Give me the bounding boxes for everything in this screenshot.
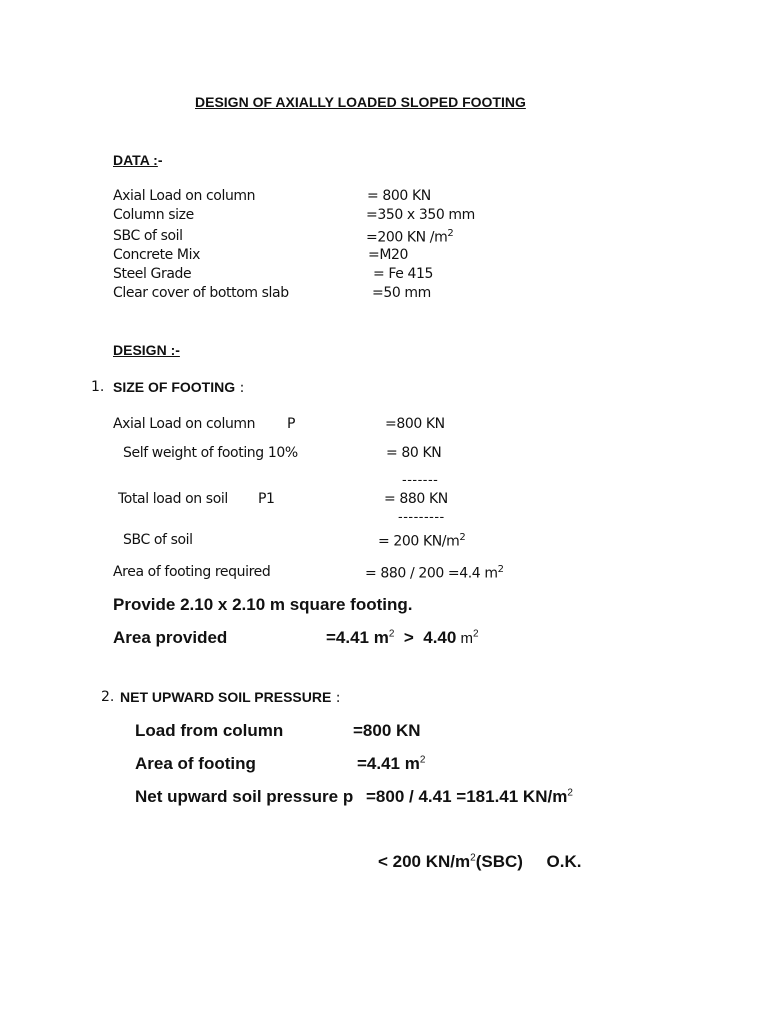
page-title: DESIGN OF AXIALLY LOADED SLOPED FOOTING: [195, 94, 526, 110]
area-required-value: [365, 565, 504, 581]
pressure-check-suffix: (SBC) O.K.: [475, 852, 582, 871]
size-heading: [113, 380, 244, 395]
total-load-value: = 880 KN: [384, 491, 448, 507]
self-weight-label: Self weight of footing 10%: [123, 445, 298, 461]
sbc-value-sup: 2: [447, 228, 454, 239]
design-heading: DESIGN :-: [113, 342, 180, 358]
sbc-soil-value: [378, 533, 465, 549]
area-footing-value-text: =4.41 m: [357, 754, 420, 773]
area-footing-sup: 2: [419, 754, 426, 766]
pressure-check-sup: 2: [470, 852, 476, 864]
area-required-sup: 2: [497, 564, 504, 575]
self-weight-value: = 80 KN: [386, 445, 442, 461]
total-load-symbol: P1: [258, 491, 275, 507]
pressure-check-value: < 200 KN/m: [378, 852, 471, 871]
data-row-value: [366, 229, 453, 245]
data-row-label: Axial Load on column: [113, 188, 256, 204]
divider-dashes: ---------: [398, 510, 445, 525]
size-heading-text: SIZE OF FOOTING: [113, 379, 236, 395]
data-row-label: Steel Grade: [113, 266, 192, 282]
area-required-value-text: = 880 / 200 =4.4 m: [365, 565, 498, 582]
data-row-value: =50 mm: [372, 285, 431, 301]
axial-load-symbol: P: [287, 416, 296, 432]
area-provided-label: Area provided: [113, 628, 228, 647]
sbc-soil-label: SBC of soil: [123, 532, 193, 548]
data-row-value: =M20: [368, 247, 409, 263]
data-row-label: Concrete Mix: [113, 247, 200, 263]
pressure-heading-suffix: :: [331, 690, 341, 706]
area-provided-sup: 2: [388, 628, 395, 640]
area-provided-compare: > 4.40: [394, 628, 457, 647]
section-number: 2.: [101, 689, 115, 705]
sbc-soil-sup: 2: [459, 532, 466, 543]
pressure-heading: [120, 690, 341, 705]
pressure-heading-text: NET UPWARD SOIL PRESSURE: [120, 689, 332, 705]
section-number: 1.: [91, 379, 105, 395]
load-column-label: Load from column: [135, 721, 284, 740]
total-load-label: Total load on soil: [118, 491, 228, 507]
axial-load-label: Axial Load on column: [113, 416, 256, 432]
area-footing-label: Area of footing: [135, 754, 256, 773]
data-heading: [113, 153, 163, 167]
area-footing-value: [357, 755, 425, 772]
net-pressure-label: Net upward soil pressure p: [135, 787, 354, 806]
data-heading-text: DATA :: [113, 152, 158, 168]
data-row-label: Column size: [113, 207, 194, 223]
provide-statement: Provide 2.10 x 2.10 m square footing.: [113, 595, 413, 614]
axial-load-value: =800 KN: [385, 416, 445, 432]
sbc-value-text: =200 KN /m: [366, 229, 448, 246]
area-provided-value: [326, 629, 479, 646]
net-pressure-sup: 2: [567, 787, 573, 799]
net-pressure-value: [366, 788, 573, 805]
area-provided-unit-sup: 2: [473, 628, 479, 640]
data-heading-suffix: -: [157, 152, 163, 168]
sbc-soil-value-text: = 200 KN/m: [378, 533, 460, 550]
data-row-value: = 800 KN: [367, 188, 431, 204]
data-row-value: =350 x 350 mm: [366, 207, 475, 223]
size-heading-suffix: :: [235, 380, 245, 396]
area-required-label: Area of footing required: [113, 564, 271, 580]
net-pressure-value-text: =800 / 4.41 =181.41 KN/m: [366, 787, 568, 806]
area-provided-unit: m: [456, 630, 474, 647]
divider-dashes: -------: [402, 473, 439, 488]
data-row-label: SBC of soil: [113, 228, 183, 244]
data-row-value: = Fe 415: [373, 266, 434, 282]
area-provided-value-text: =4.41 m: [326, 628, 389, 647]
pressure-check: [378, 853, 581, 870]
data-row-label: Clear cover of bottom slab: [113, 285, 289, 301]
load-column-value: =800 KN: [353, 721, 421, 740]
